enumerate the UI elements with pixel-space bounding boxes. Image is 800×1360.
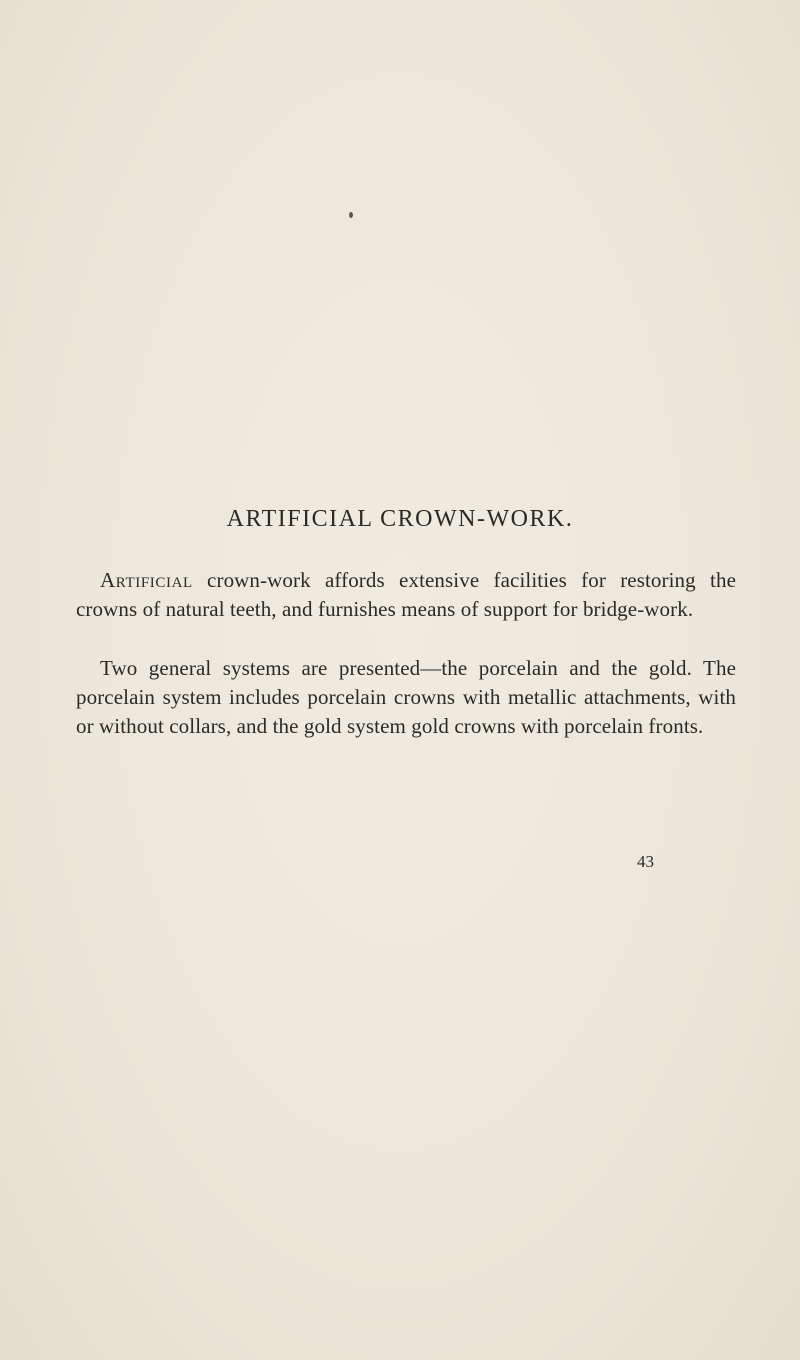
chapter-title: ARTIFICIAL CROWN-WORK. bbox=[226, 506, 574, 532]
paragraph-1-lead: Artificial bbox=[100, 568, 193, 592]
paragraph-1 bbox=[76, 566, 736, 624]
paragraph-1-text: crown-work affords extensive facilities for restoring the crowns of natural teeth, and furnishes means of support for bridge-work. bbox=[76, 568, 736, 621]
paragraph-2: Two general systems are presented—the porcelain and the gold. The porcelain system includes porcelain crowns with metallic attachments, with or without collars, and the gold system gold crowns with porcelain fronts. bbox=[76, 656, 736, 738]
ink-speck bbox=[349, 212, 353, 218]
page-number: 43 bbox=[637, 852, 654, 871]
